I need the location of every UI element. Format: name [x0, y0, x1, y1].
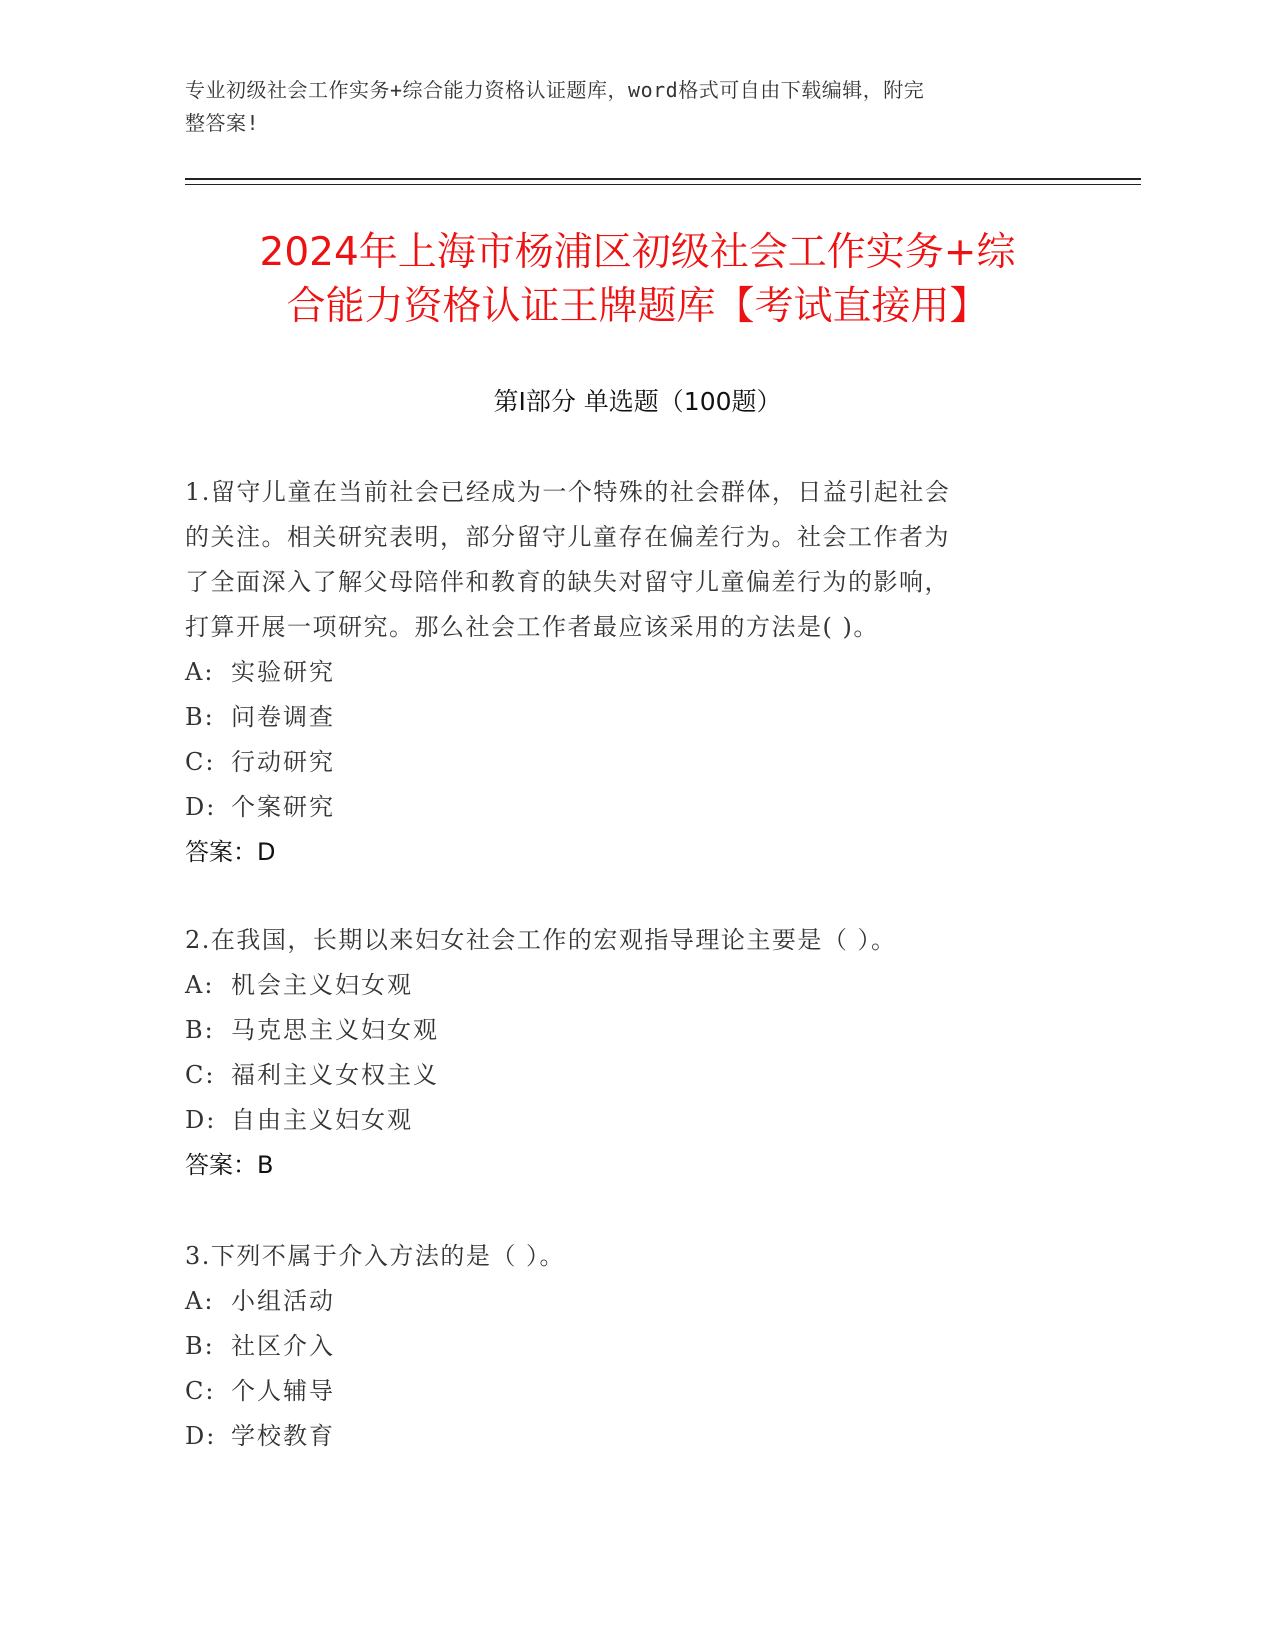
- option-a: [185, 650, 1065, 695]
- answer-label: 答案：D: [185, 838, 276, 866]
- option-text: 个人辅导: [231, 1377, 335, 1405]
- option-letter: D:: [185, 793, 217, 821]
- question-1: [185, 470, 1065, 875]
- header-note-line-2: 整答案!: [185, 111, 260, 135]
- option-letter: A:: [185, 1287, 215, 1315]
- document-title-line-2: 合能力资格认证王牌题库【考试直接用】: [286, 284, 989, 329]
- document-title: [160, 226, 1115, 334]
- option-letter: D:: [185, 1106, 217, 1134]
- option-text: 实验研究: [231, 658, 335, 686]
- question-stem: [185, 470, 1065, 650]
- option-letter: C:: [185, 1377, 216, 1405]
- option-b: [185, 695, 1065, 740]
- option-c: [185, 740, 1065, 785]
- option-d: [185, 1098, 1065, 1143]
- option-a: [185, 963, 1065, 1008]
- stem-line: 3.下列不属于介入方法的是（ ）。: [185, 1242, 566, 1270]
- option-d: [185, 785, 1065, 830]
- option-text: 个案研究: [231, 793, 335, 821]
- option-b: [185, 1008, 1065, 1053]
- header-divider-thin: [185, 184, 1141, 185]
- option-text: 马克思主义妇女观: [231, 1016, 439, 1044]
- option-letter: B:: [185, 1016, 215, 1044]
- option-letter: B:: [185, 1332, 215, 1360]
- option-text: 福利主义女权主义: [231, 1061, 439, 1089]
- option-letter: D:: [185, 1422, 217, 1450]
- stem-line: 打算开展一项研究。那么社会工作者最应该采用的方法是( )。: [185, 613, 879, 641]
- question-3: [185, 1234, 1065, 1459]
- stem-line: 2.在我国，长期以来妇女社会工作的宏观指导理论主要是（ ）。: [185, 926, 897, 954]
- option-letter: A:: [185, 658, 215, 686]
- stem-line: 1.留守儿童在当前社会已经成为一个特殊的社会群体，日益引起社会: [185, 478, 951, 506]
- option-b: [185, 1324, 1065, 1369]
- question-stem: [185, 918, 1065, 963]
- header-divider-thick: [185, 178, 1141, 180]
- section-heading: 第I部分 单选题（100题）: [493, 387, 782, 416]
- option-c: [185, 1053, 1065, 1098]
- question-2: [185, 918, 1065, 1188]
- option-letter: C:: [185, 748, 216, 776]
- option-letter: C:: [185, 1061, 216, 1089]
- option-d: [185, 1414, 1065, 1459]
- stem-line: 的关注。相关研究表明，部分留守儿童存在偏差行为。社会工作者为: [185, 523, 950, 551]
- option-text: 社区介入: [231, 1332, 335, 1360]
- option-text: 机会主义妇女观: [231, 971, 413, 999]
- option-letter: B:: [185, 703, 215, 731]
- answer-label: 答案：B: [185, 1151, 274, 1179]
- option-c: [185, 1369, 1065, 1414]
- question-stem: [185, 1234, 1065, 1279]
- header-note: [185, 74, 1085, 140]
- option-text: 行动研究: [231, 748, 335, 776]
- header-note-line-1: 专业初级社会工作实务+综合能力资格认证题库，word格式可自由下载编辑，附完: [185, 78, 925, 102]
- option-text: 学校教育: [231, 1422, 335, 1450]
- option-a: [185, 1279, 1065, 1324]
- document-title-line-1: 2024年上海市杨浦区初级社会工作实务+综: [259, 230, 1016, 275]
- option-text: 小组活动: [231, 1287, 335, 1315]
- option-text: 自由主义妇女观: [231, 1106, 413, 1134]
- option-text: 问卷调查: [231, 703, 335, 731]
- option-letter: A:: [185, 971, 215, 999]
- stem-line: 了全面深入了解父母陪伴和教育的缺失对留守儿童偏差行为的影响，: [185, 568, 950, 596]
